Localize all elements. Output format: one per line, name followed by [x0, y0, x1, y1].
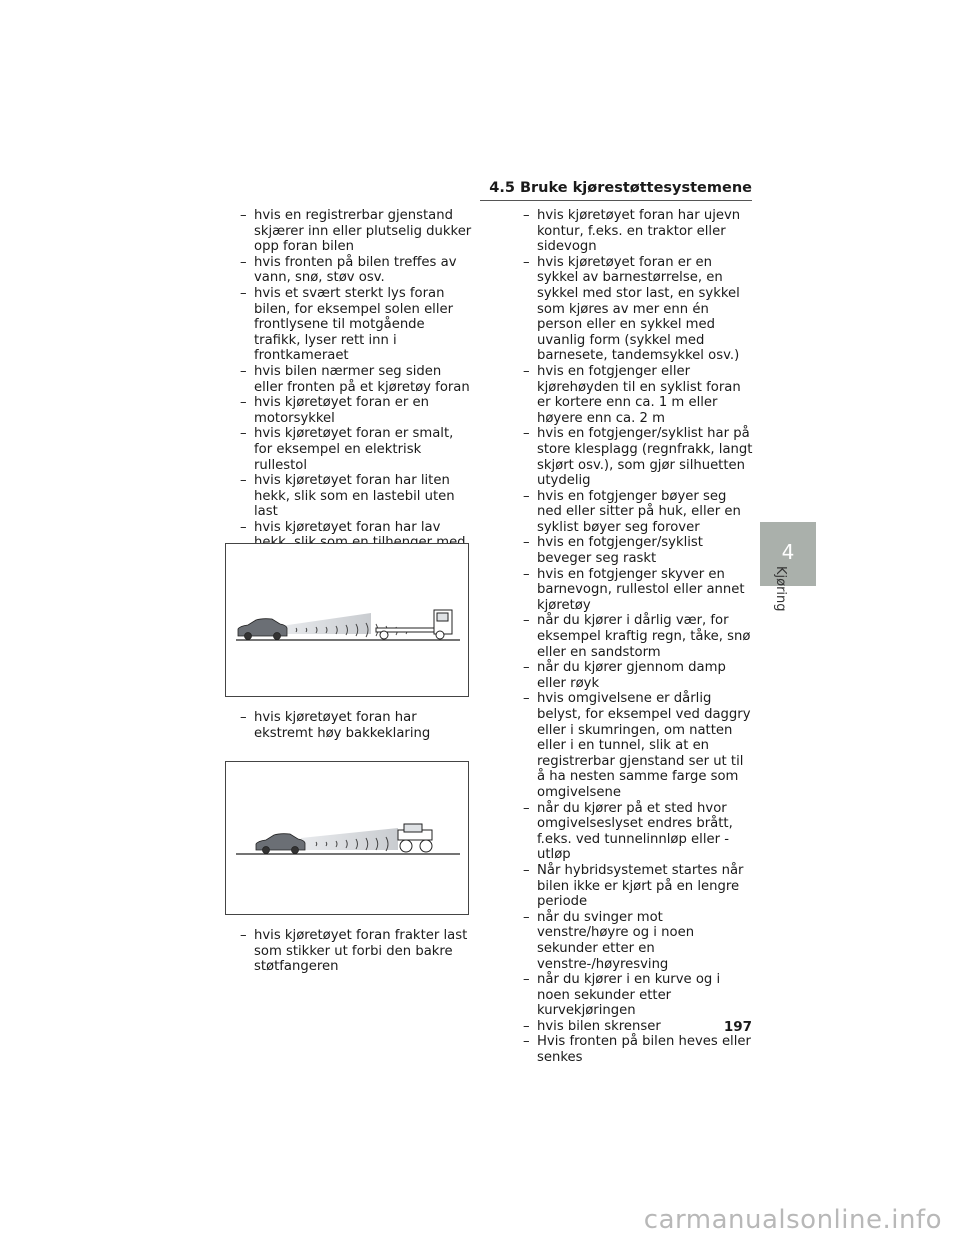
caption-high-clearance — [240, 710, 472, 741]
list-item: – hvis kjøretøyet foran har liten hekk, slik som en lastebil uten last — [240, 473, 455, 520]
dash-marker: – — [523, 691, 530, 707]
dash-marker: – — [523, 660, 530, 676]
dash-marker: – — [240, 473, 247, 489]
list-item: – hvis bilen nærmer seg siden eller fronten på et kjøretøy foran — [240, 363, 470, 395]
illustration-high-clearance-vehicle — [225, 761, 469, 915]
list-item: – hvis en registrerbar gjenstand skjærer inn eller plutselig dukker opp foran bilen — [240, 208, 472, 255]
illustration-low-truck — [225, 543, 469, 697]
caption-protruding-load — [240, 928, 472, 975]
right-column-list — [523, 208, 755, 1066]
dash-marker: – — [240, 285, 247, 301]
dash-marker: – — [523, 488, 530, 504]
list-item: – hvis bilen skrenser — [523, 1018, 661, 1034]
list-item: – når du kjører gjennom damp eller røyk — [523, 660, 726, 691]
dash-marker: – — [523, 862, 530, 878]
dash-marker: – — [240, 363, 247, 379]
list-item: – hvis kjøretøyet foran har lav — [240, 519, 441, 535]
chapter-number: 4 — [781, 540, 795, 564]
dash-marker: – — [523, 535, 530, 551]
dash-marker: – — [523, 254, 530, 270]
dash-marker: – — [523, 426, 530, 442]
list-item: – hvis omgivelsene er dårlig belyst, for eksempel ved daggry eller i skumringen, om natten eller i en tunnel, slik at en registrerbar gjenstand ser ut til å ha nesten samme farge som omgivelsene — [523, 691, 751, 800]
page-number: 197 — [723, 1019, 752, 1035]
list-item: – når du kjører på et sted hvor omgivelseslyset endres brått, f.eks. ved tunnelinnløp eller -utløp — [523, 800, 733, 863]
list-item: – hvis en fotgjenger/syklist beveger seg raskt — [523, 535, 703, 567]
dash-marker: – — [523, 909, 530, 925]
dash-marker: – — [240, 928, 247, 943]
list-item: – når du svinger mot venstre/høyre og i noen sekunder etter en venstre-/høyresving — [523, 909, 695, 972]
list-item: – hvis fronten på bilen treffes av vann, snø, støv osv. — [240, 254, 457, 286]
dash-marker: – — [240, 519, 247, 535]
sensor-beam — [301, 828, 398, 850]
list-item: – når du kjører i dårlig vær, for eksempel kraftig regn, tåke, snø eller en sandstorm — [523, 613, 751, 660]
high-vehicle — [398, 824, 432, 852]
section-header-title: 4.5 Bruke kjørestøttesystemene — [489, 180, 752, 196]
own-car — [256, 834, 305, 854]
list-item: – hvis en fotgjenger skyver en barnevogn, rullestol eller annet kjøretøy — [523, 566, 745, 613]
dash-marker: – — [523, 1018, 530, 1034]
high-clearance-drawing — [226, 762, 470, 916]
list-item: – hvis kjøretøyet foran har ekstremt høy bakkeklaring — [240, 710, 431, 741]
dash-marker: – — [240, 395, 247, 411]
dash-marker: – — [523, 1034, 530, 1050]
list-item: – hvis kjøretøyet foran er en sykkel av barnestørrelse, en sykkel med stor last, en sykkel som kjøres av mer enn én person eller en sykkel med uvanlig form (sykkel med barnesete, tandemsykkel osv.) — [523, 254, 740, 364]
truck — [376, 610, 452, 639]
watermark: carmanualsonline.info — [643, 1205, 942, 1235]
list-item: – hvis kjøretøyet foran har ujevn kontur, f.eks. en traktor eller sidevogn — [523, 208, 741, 255]
dash-marker: – — [240, 426, 247, 442]
list-item: – hvis kjøretøyet foran frakter last som stikker ut forbi den bakre støtfangeren — [240, 928, 468, 975]
list-item: – når du kjører i en kurve og i noen sekunder etter kurvekjøringen — [523, 972, 721, 1019]
header-rule — [480, 200, 752, 201]
left-column-list — [240, 208, 472, 567]
list-item: – hvis et svært sterkt lys foran bilen, for eksempel solen eller frontlysene til motgående trafikk, lyser rett inn i frontkameraet — [240, 285, 454, 364]
dash-marker: – — [240, 710, 247, 725]
list-item: – hvis en fotgjenger bøyer seg ned eller sitter på huk, eller en syklist bøyer seg forover — [523, 488, 741, 535]
list-item: – hvis kjøretøyet foran er smalt, for eksempel en elektrisk rullestol — [240, 426, 454, 473]
list-item: – Hvis fronten på bilen heves eller senkes — [523, 1034, 751, 1066]
dash-marker: – — [523, 208, 530, 223]
dash-marker: – — [523, 566, 530, 582]
dash-marker: – — [523, 363, 530, 379]
dash-marker: – — [240, 208, 247, 223]
low-truck-drawing — [226, 544, 470, 698]
dash-marker: – — [240, 254, 247, 270]
dash-marker: – — [523, 800, 530, 816]
list-item: – Når hybridsystemet startes når bilen ikke er kjørt på en lengre periode — [523, 862, 744, 910]
list-item: – hvis en fotgjenger eller kjørehøyden til en syklist foran er kortere enn ca. 1 m eller høyere enn ca. 2 m — [523, 363, 741, 426]
list-item: – hvis en fotgjenger/syklist har på store klesplagg (regnfrakk, langt skjørt osv.), som gjør silhuetten utydelig — [523, 426, 753, 489]
chapter-label: Kjøring — [773, 566, 788, 612]
own-car — [238, 619, 287, 640]
list-item: – hvis kjøretøyet foran er en motorsykkel — [240, 395, 429, 426]
dash-marker: – — [523, 972, 530, 988]
dash-marker: – — [523, 613, 530, 629]
